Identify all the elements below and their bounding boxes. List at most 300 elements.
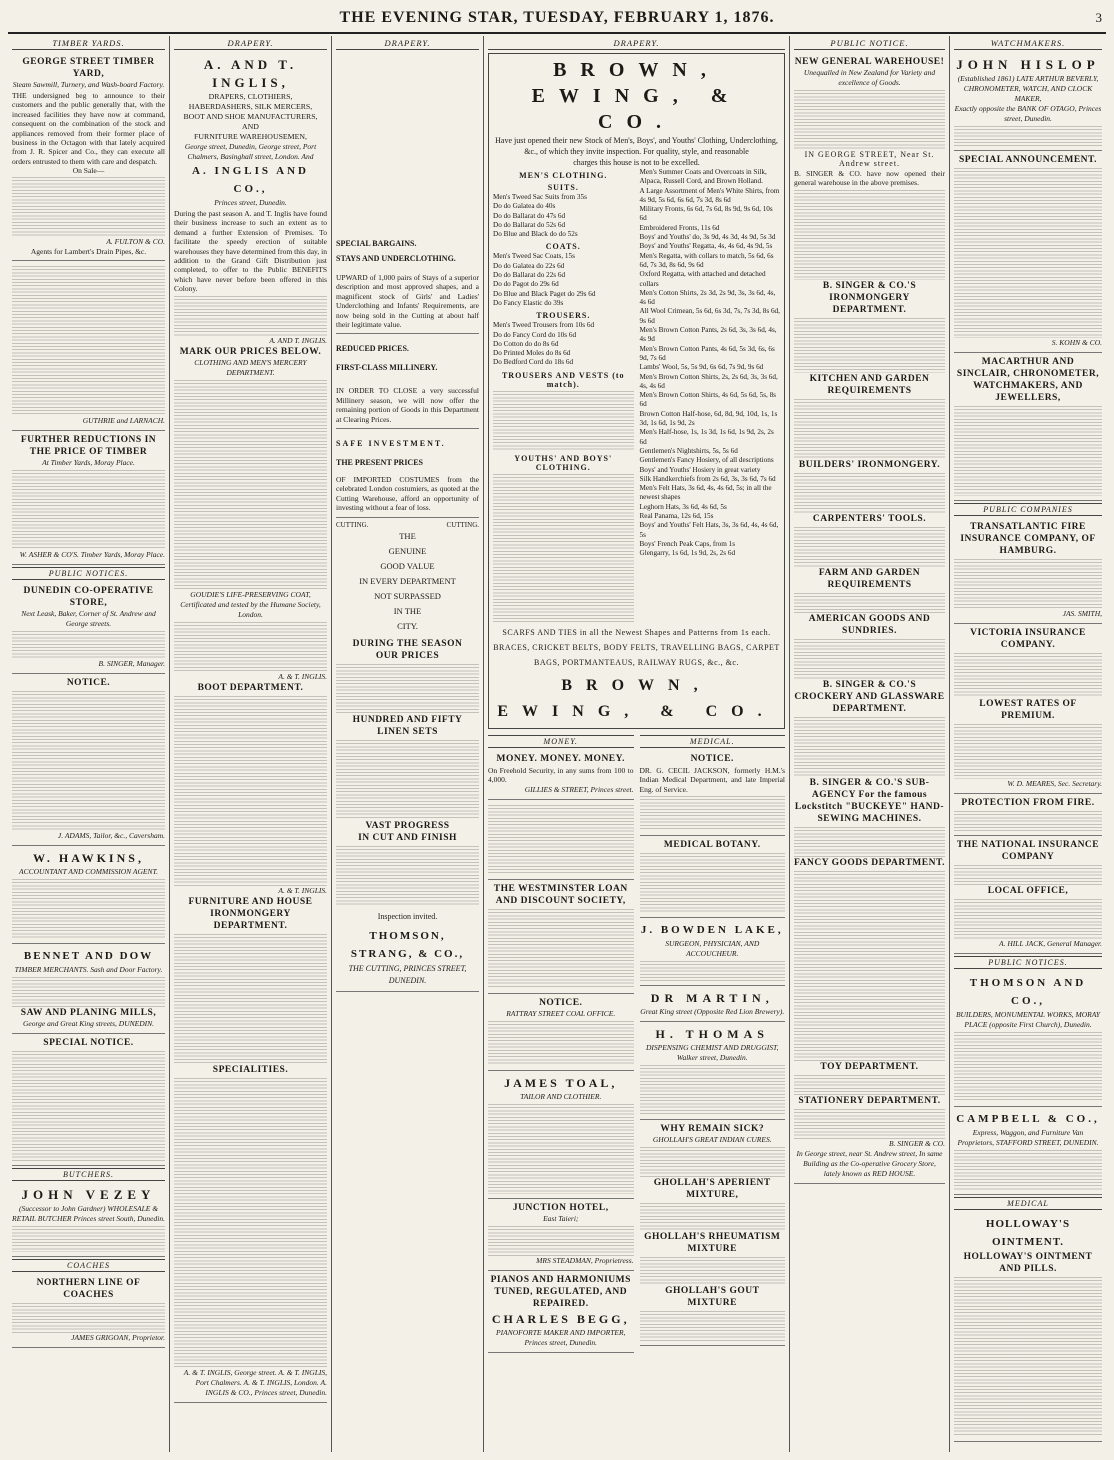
price-line: Men's Cotton Shirts, 2s 3d, 2s 9d, 3s, 3s 6d, 4s, 4s 6d [639, 288, 776, 307]
ad-scarfs-line: BAGS, PORTMANTEAUS, RAILWAY RUGS, &c., &c. [534, 657, 739, 667]
ad-title: FARM AND GARDEN REQUIREMENTS [818, 567, 921, 590]
text-block [794, 473, 945, 513]
ad-northern-coaches [12, 1274, 165, 1348]
ad-signature: GILLIES & STREET, Princes street. [524, 784, 634, 794]
text-block [174, 696, 327, 886]
text-block [954, 168, 1102, 338]
ad-big-title: JOHN HISLOP [956, 57, 1100, 72]
price-line: Boys' and Youths' Regatta, 4s, 4s 6d, 4s 9d, 5s [639, 242, 773, 251]
ad-subtitle: TAILOR AND CLOTHIER. [520, 1091, 602, 1101]
ad-title: AMERICAN GOODS AND SUNDRIES. [808, 613, 931, 636]
text-block [488, 1226, 634, 1256]
text-block [794, 639, 945, 679]
ad-title: MARK OUR PRICES BELOW. [179, 346, 322, 357]
price-line: Do Blue and Black do do 52s [493, 230, 578, 239]
ad-title: PIANOS AND HARMONIUMS TUNED, REGULATED, AND REPAIRED. [490, 1274, 631, 1309]
price-line: Men's Brown Cotton Shirts, 2s, 2s 6d, 3s, 3s 6d, 4s, 4s 6d [639, 372, 778, 390]
ad-title: DUNEDIN CO-OPERATIVE STORE, [23, 586, 154, 609]
firm-logo-text: BROWN, EWING, & CO. [531, 59, 742, 133]
notice-heading: SPECIAL BARGAINS. [336, 239, 417, 248]
column-watchmakers [950, 36, 1106, 1452]
ad-title: GHOLLAH'S GOUT MIXTURE [665, 1285, 760, 1308]
price-line: Men's Tweed Sac Suits from 35s [493, 193, 587, 201]
text-block [954, 126, 1102, 146]
ad-signature: A. & T. INGLIS. [278, 885, 327, 895]
text-block [488, 805, 634, 875]
ad-title: LOWEST RATES OF PREMIUM. [979, 699, 1077, 721]
text-block [954, 1150, 1102, 1190]
text-block [794, 1109, 945, 1139]
ad-body: OF IMPORTED COSTUMES from the celebrated London costumiers, as quoted at the Cutting Warehouse, afford an opportunity of investing without a fear of loss. [336, 475, 479, 513]
ad-signature: B. SINGER & CO. [888, 1138, 945, 1148]
ad-title: NEW GENERAL WAREHOUSE! [794, 57, 945, 67]
price-line: Lambs' Wool, 5s, 5s 9d, 6s 6d, 7s 9d, 9s 6d [639, 363, 764, 372]
ad-title: B. SINGER & CO.'S IRONMONGERY DEPARTMENT. [822, 280, 917, 315]
column-public-notice [790, 36, 950, 1452]
text-block [640, 1257, 786, 1285]
ad-title: B. SINGER & CO.'S CROCKERY AND GLASSWARE DEPARTMENT. [794, 679, 945, 714]
ad-signature: GUTHRIE and LARNACH. [82, 416, 165, 426]
notice-heading: HUNDRED AND FIFTY LINEN SETS [352, 714, 463, 737]
ad-subtitle: Steam Sawmill, Turnery, and Wash-board Factory. [12, 80, 165, 89]
text-block [12, 1226, 165, 1252]
section-heading: PUBLIC NOTICES. [12, 567, 165, 580]
ad-body: B. SINGER & CO. have now opened their general warehouse in the above premises. [794, 169, 945, 188]
ad-title: PROTECTION FROM FIRE. [961, 798, 1095, 808]
ad-money [488, 750, 634, 800]
notice-heading: Inspection invited. [377, 911, 438, 921]
ad-scarfs-line: SCARFS AND TIES in all the Newest Shapes and Patterns from 1s each. [502, 627, 771, 637]
price-line: Do Printed Moles do 8s 6d [493, 349, 571, 358]
money-column [488, 733, 634, 1353]
text-block [954, 811, 1102, 831]
price-heading: MEN'S CLOTHING. [519, 171, 608, 180]
price-line: Boys' and Youths' Hosiery in great variety [639, 465, 761, 474]
ad-title: SPECIAL NOTICE. [43, 1038, 134, 1049]
ad-title: TRANSATLANTIC FIRE INSURANCE COMPANY, OF HAMBURG. [960, 522, 1096, 556]
ad-big-title: HOLLOWAY'S OINTMENT. [985, 1218, 1071, 1248]
text-block [954, 1032, 1102, 1102]
cutting-line: GENUINE [388, 545, 427, 556]
text-block [174, 934, 327, 1064]
ad-title: HOLLOWAY'S OINTMENT AND PILLS. [963, 1252, 1093, 1274]
ad-title: JUNCTION HOTEL, [512, 1202, 609, 1213]
text-block [640, 796, 786, 831]
ad-big-title: DR MARTIN, [650, 990, 774, 1005]
column-timber-yards [8, 36, 170, 1452]
price-line: Boys' and Youths' Felt Hats, 3s, 3s 6d, 4s, 4s 6d, 5s [639, 521, 779, 539]
text-block [336, 664, 479, 714]
text-block [488, 1021, 634, 1066]
ad-title: NORTHERN LINE OF COACHES [36, 1278, 141, 1301]
price-list-left [493, 168, 634, 624]
ad-money-2 [488, 800, 634, 880]
page-number: 3 [1095, 10, 1102, 25]
ad-title: GEORGE STREET TIMBER YARD, [22, 57, 155, 79]
ad-title: NOTICE. [539, 997, 583, 1008]
ad-address: In George street, near St. Andrew street, In same Building as the Co-operative Grocery Store, lately known as RED HOUSE. [796, 1148, 943, 1178]
ad-title: CARPENTERS' TOOLS. [812, 513, 927, 524]
text-block [640, 1065, 786, 1115]
ad-tagline: charges this house is not to be excelled. [573, 158, 700, 167]
price-line: Men's Tweed Trousers from 10s 6d [493, 321, 595, 330]
ad-dr-jackson [640, 750, 786, 836]
price-line: Brown Cotton Half-hose, 6d, 8d, 9d, 10d, 1s, 1s 3d, 1s 6d, 1s 9d, 2s [639, 409, 778, 428]
firm-name: THOMSON, STRANG, & CO., [350, 929, 465, 960]
price-line: Military Fronts, 6s 6d, 7s 6d, 8s 9d, 9s 6d, 10s 6d [639, 205, 773, 223]
firm-address: THE CUTTING, PRINCES STREET, DUNEDIN. [348, 963, 467, 985]
text-block [640, 853, 786, 913]
ad-subtitle: At Timber Yards, Moray Place. [42, 458, 135, 468]
ad-westminster-loan [488, 880, 634, 994]
text-block [954, 653, 1102, 698]
ad-subtitle: Certificated and tested by the Humane Society, London. [180, 599, 321, 619]
ad-subtitle: Princes street, Dunedin. [214, 198, 287, 207]
ad-notice-adams [12, 674, 165, 846]
text-block [12, 977, 165, 1007]
price-line: All Wool Crimean, 5s 6d, 6s 3d, 7s, 7s 3d, 8s 6d, 9s 6d [639, 307, 780, 325]
ad-big-title: J. BOWDEN LAKE, [640, 923, 784, 936]
ad-cooperative-store [12, 582, 165, 674]
notice-heading: REDUCED PRICES. [336, 344, 409, 354]
price-line: Do do Ballarat do 22s 6d [493, 271, 566, 280]
ad-cutting-genuine [336, 518, 479, 992]
ad-title: NOTICE. [66, 678, 111, 689]
text-block [954, 559, 1102, 609]
ad-subtitle: SURGEON, PHYSICIAN, AND ACCOUCHEUR. [665, 938, 760, 958]
column-heading: PUBLIC NOTICE. [794, 36, 945, 50]
text-block [640, 961, 786, 981]
ad-subtitle: TIMBER MERCHANTS. Sash and Door Factory. [14, 965, 163, 975]
cutting-labels [336, 521, 479, 529]
ad-junction-hotel [488, 1199, 634, 1271]
ad-line: BOOT AND SHOE MANUFACTURERS, [183, 112, 318, 121]
ad-title: GHOLLAH'S RHEUMATISM MIXTURE [644, 1231, 781, 1254]
ad-body: THE undersigned beg to announce to their customers and the public generally that, with the increased facilities they have now at command, consequent on the combination of the stock and appliances removed from their former place of business in the Octagon with that lately acquired from J. R. Spicer and Co., they can execute all orders entrusted to them with care and despatch. [12, 91, 165, 166]
text-block [794, 318, 945, 373]
price-line: Men's Regatta, with collars to match, 5s 6d, 6s 6d, 7s 3d, 8s 6d, 9s 6d [639, 251, 774, 269]
ad-address: Exactly opposite the BANK OF OTAGO, Princes street, Dunedin. [954, 104, 1102, 123]
text-block [174, 622, 327, 672]
price-line: Leghorn Hats, 3s 6d, 4s 6d, 5s [639, 502, 727, 511]
ad-macarthur-sinclair [954, 353, 1102, 501]
price-line: Do do Galatea do 22s 6d [493, 261, 565, 270]
ad-line: DRAPERS, CLOTHIERS, [208, 92, 293, 101]
text-block [954, 1277, 1102, 1437]
column-drapery-inglis [170, 36, 332, 1452]
ad-signature: JAMES GRIGOAN, Proprietor. [71, 1333, 165, 1343]
ad-subtitle: GHOLLAH'S GREAT INDIAN CURES. [652, 1134, 772, 1144]
ad-further-reductions [12, 431, 165, 565]
medical-column [640, 733, 786, 1353]
ad-special-notice [12, 1034, 165, 1166]
price-heading: COATS. [545, 242, 581, 252]
text-block [12, 631, 165, 659]
ad-signature: W. ASHER & CO'S. Timber Yards, Moray Place. [19, 550, 165, 560]
ad-address: George street, Dunedin, George street, Port Chalmers, Basinghall street, London. And [184, 142, 317, 161]
ad-protection-fire [954, 794, 1102, 836]
ad-victoria-insurance [954, 624, 1102, 794]
ad-body: IN ORDER TO CLOSE a very successful Millinery season, we will now offer the remaining portion of Goods in this Department at Clearing Prices. [336, 386, 479, 424]
ad-signature: B. SINGER, Manager. [98, 659, 165, 669]
ad-big-title: JAMES TOAL, [504, 1075, 618, 1090]
cutting-right-label: CUTTING. [446, 520, 479, 529]
ad-big-title: W. HAWKINS, [33, 851, 144, 866]
text-block [12, 470, 165, 550]
cutting-left-label: CUTTING. [336, 520, 369, 529]
ad-big-title: H. THOMAS [655, 1026, 769, 1041]
price-line: Do do Pagot do 29s 6d [493, 280, 559, 289]
ad-big-title: CHARLES BEGG, [491, 1311, 630, 1326]
ad-title: LOCAL OFFICE, [987, 886, 1069, 896]
ad-title: KITCHEN AND GARDEN REQUIREMENTS [809, 373, 930, 396]
ad-body: On Freehold Security, in any sums from 100 to 4,000. [488, 765, 634, 785]
masthead [8, 4, 1106, 34]
price-line: Do do Fancy Cord do 10s 6d [493, 330, 577, 339]
ad-big-title: A. AND T. INGLIS, [203, 57, 298, 90]
text-block [12, 879, 165, 939]
ad-h-thomas [640, 1022, 786, 1120]
ad-subtitle: (Successor to John Gardner) WHOLESALE & RETAIL BUTCHER Princes street South, Dunedin. [12, 1204, 165, 1224]
section-heading: BUTCHERS. [12, 1168, 165, 1181]
price-line: Men's Summer Coats and Overcoats in Silk, Alpaca, Russell Cord, and Brown Holland. [639, 168, 767, 186]
cutting-line: GOOD VALUE [380, 560, 435, 571]
ad-subtitle: GOUDIE'S LIFE-PRESERVING COAT, [190, 589, 311, 599]
price-line: Men's Tweed Sac Coats, 15s [493, 252, 575, 261]
ad-signature: A. HILL JACK, General Manager. [999, 939, 1102, 948]
notice-heading: VAST PROGRESS [365, 820, 450, 831]
section-heading: PUBLIC COMPANIES [954, 503, 1102, 516]
ad-signature: J. ADAMS, Tailor, &c., Caversham. [57, 831, 165, 841]
ad-subtitle: ACCOUNTANT AND COMMISSION AGENT. [19, 867, 158, 877]
price-heading: SUITS. [547, 183, 579, 192]
ad-note: Agents for Lambert's Drain Pipes, &c. [30, 247, 147, 257]
text-block [794, 399, 945, 459]
ad-big-title: JOHN VEZEY [21, 1187, 156, 1203]
text-block [954, 406, 1102, 496]
ad-james-toal [488, 1071, 634, 1199]
ad-address: IN GEORGE STREET, Near St. Andrew street. [804, 150, 935, 168]
price-line: Boys' French Peak Caps, from 1s [639, 539, 736, 548]
price-heading: YOUTHS' AND BOYS' CLOTHING. [514, 453, 613, 472]
text-block [794, 827, 945, 857]
price-line: Do do Ballarat do 47s 6d [493, 211, 566, 220]
ad-onsale: On Sale— [72, 166, 105, 176]
ad-big-title: A. INGLIS AND CO., [192, 165, 309, 195]
ad-scarfs-line: BRACES, CRICKET BELTS, BODY FELTS, TRAVELLING BAGS, CARPET [493, 642, 780, 652]
ad-title: B. SINGER & CO.'S SUB-AGENCY For the famous Lockstitch "BUCKEYE" HAND-SEWING MACHINES. [794, 777, 945, 824]
ad-signature: A. AND T. INGLIS. [269, 335, 327, 345]
price-line: Men's Half-hose, 1s, 1s 3d, 1s 6d, 1s 9d, 2s, 2s 6d [639, 428, 774, 446]
ad-s-kohn [954, 151, 1102, 353]
ad-subtitle: Unequalled in New Zealand for Variety and excellence of Goods. [803, 68, 936, 87]
ad-title: THE NATIONAL INSURANCE COMPANY [956, 840, 1100, 862]
text-block [336, 740, 479, 820]
ad-transatlantic [954, 518, 1102, 624]
ad-signature: MRS STEADMAN, Proprietress. [536, 1255, 634, 1265]
column-heading: DRAPERY. [336, 36, 479, 50]
ad-subtitle: RATTRAY STREET COAL OFFICE. [506, 1008, 616, 1018]
ad-signature: S. KOHN & CO. [1051, 338, 1102, 347]
text-block [794, 90, 945, 150]
cutting-line: IN THE [393, 605, 422, 616]
text-block [794, 527, 945, 567]
price-line: Men's Brown Cotton Pants, 2s 6d, 3s, 3s 6d, 4s, 4s 9d [639, 326, 777, 344]
ad-inglis [174, 53, 327, 1403]
text-block [174, 380, 327, 590]
ad-title: BUILDERS' IRONMONGERY. [798, 459, 941, 470]
ad-body: DR. G. CECIL JACKSON, formerly H.M.'s Indian Medical Department, and late Imperial Eng. of Service. [639, 765, 785, 794]
ad-thomson-builders [954, 971, 1102, 1107]
text-block [12, 691, 165, 831]
section-heading: MONEY. [488, 735, 634, 748]
price-line: Gentlemen's Fancy Hosiery, of all descriptions [639, 456, 774, 465]
ad-guthrie-larnach [12, 261, 165, 431]
firm-logo-text: BROWN, EWING, & CO. [497, 676, 776, 720]
price-line: Do do Galatea do 40s [493, 202, 556, 211]
text-block [954, 724, 1102, 779]
ad-subtitle: PIANOFORTE MAKER AND IMPORTER, Princes street, Dunedin. [496, 1327, 626, 1347]
ad-line: HABERDASHERS, SILK MERCERS, [188, 102, 313, 111]
ad-big-title: THOMSON AND CO., [969, 977, 1087, 1007]
ad-title: MONEY. MONEY. MONEY. [496, 753, 625, 764]
cutting-line: IN EVERY DEPARTMENT [359, 575, 456, 586]
column-heading: WATCHMAKERS. [954, 36, 1102, 50]
notice-heading: FIRST-CLASS MILLINERY. [336, 363, 438, 373]
ad-title: BOOT DEPARTMENT. [197, 682, 304, 693]
price-line: Men's Felt Hats, 3s 6d, 4s, 4s 6d, 5s; in all the newest shapes [639, 484, 772, 502]
notice-heading: IN CUT AND FINISH [358, 832, 457, 843]
ad-subtitle: DISPENSING CHEMIST AND DRUGGIST, Walker street, Dunedin. [646, 1042, 779, 1062]
ad-title: FURNITURE AND HOUSE IRONMONGERY DEPARTMENT. [188, 896, 313, 931]
text-block [488, 909, 634, 989]
ad-begg [488, 1271, 634, 1353]
newspaper-title: THE EVENING STAR, TUESDAY, FEBRUARY 1, 1876. [339, 9, 775, 26]
ad-signature: JAS. SMITH, [1062, 609, 1102, 618]
ad-signature: A. & T. INGLIS, George street. A. & T. INGLIS, Port Chalmers. A. & T. INGLIS, London. A. INGLIS & CO., Princes street, Dunedin. [183, 1367, 327, 1397]
text-block [794, 1075, 945, 1095]
ad-brown-ewing [488, 53, 785, 729]
text-block [794, 190, 945, 280]
ad-coal-office [488, 994, 634, 1071]
price-line: Gentlemen's Nightshirts, 5s, 5s 6d [639, 446, 738, 455]
ad-big-title: CAMPBELL & CO., [956, 1113, 1100, 1125]
text-block [174, 1078, 327, 1368]
ad-subtitle: Great King street (Opposite Red Lion Brewery). [640, 1006, 785, 1016]
cutting-line: NOT SURPASSED [374, 590, 441, 601]
ad-hawkins [12, 846, 165, 944]
price-line: Men's Brown Cotton Shirts, 4s 6d, 5s 6d, 5s, 8s 6d [639, 391, 776, 409]
ad-tagline: &c., of which they invite inspection. For quality, style, and reasonable [524, 147, 749, 156]
ad-title: SPECIALITIES. [212, 1064, 289, 1075]
text-block [493, 391, 634, 451]
text-block [493, 474, 634, 624]
text-block [12, 177, 165, 237]
ad-title: WHY REMAIN SICK? [660, 1123, 765, 1134]
ad-big-title: BENNET AND DOW [23, 950, 154, 963]
ad-medical-botany [640, 836, 786, 918]
text-block [336, 846, 479, 906]
text-block [12, 1303, 165, 1333]
ad-title: STATIONERY DEPARTMENT. [798, 1095, 941, 1106]
ad-holloway [954, 1212, 1102, 1442]
column-drapery-cutting [332, 36, 484, 1452]
ad-national-insurance [954, 836, 1102, 954]
ad-title: TOY DEPARTMENT. [820, 1061, 919, 1072]
ad-title: FANCY GOODS DEPARTMENT. [794, 857, 945, 868]
price-line: Do Bedford Cord do 18s 6d [493, 358, 574, 367]
price-list-right [640, 168, 781, 624]
cutting-line: CITY. [397, 620, 418, 631]
ad-subtitle: Express, Waggon, and Furniture Van Proprietors, STAFFORD STREET, DUNEDIN. [957, 1128, 1099, 1147]
column-heading: DRAPERY. [488, 36, 785, 50]
notice-heading: THE PRESENT PRICES [336, 458, 423, 468]
text-block [174, 296, 327, 336]
ad-body: UPWARD of 1,000 pairs of Stays of a superior description and most approved shapes, and a magnificent stock of Girls' and Ladies' Underclothing and Infants' Requirements, are now being sold in the Cutting at about half their legitimate value. [336, 273, 479, 330]
ad-signature: A. & T. INGLIS. [278, 671, 327, 681]
ad-subtitle: CLOTHING AND MEN'S MERCERY DEPARTMENT. [194, 357, 307, 377]
ad-title: MEDICAL BOTANY. [663, 839, 761, 850]
price-line: Glengarry, 1s 6d, 1s 9d, 2s, 2s 6d [639, 549, 736, 558]
section-heading: COACHES [12, 1259, 165, 1272]
column-heading: DRAPERY. [174, 36, 327, 50]
ad-line: AND [242, 122, 259, 131]
price-line: Silk Handkerchiefs from 2s 6d, 3s, 3s 6d, 7s 6d [639, 474, 776, 483]
ad-gholla [640, 1120, 786, 1346]
text-block [12, 266, 165, 416]
ad-subtitle: George and Great King streets, DUNEDIN. [22, 1019, 155, 1029]
ad-title: SPECIAL ANNOUNCEMENT. [958, 155, 1098, 165]
ad-campbell [954, 1107, 1102, 1195]
ad-title: MACARTHUR AND SINCLAIR, CHRONOMETER, WATCHMAKERS, AND JEWELLERS, [956, 357, 1100, 403]
section-heading: MEDICAL. [640, 735, 786, 748]
price-line: Do Cotton do do 8s 6d [493, 339, 559, 348]
notice-heading: OUR PRICES [375, 650, 440, 661]
price-line: Boys' and Youths' do, 3s 9d, 4s 3d, 4s 9d, 5s 3d [639, 233, 776, 242]
ad-signature: W. D. MEARES, Sec. Secretary. [1007, 779, 1102, 788]
price-line: Do Blue and Black Paget do 29s 6d [493, 289, 596, 298]
text-block [640, 1147, 786, 1177]
price-line: Do Fancy Elastic do 39s [493, 298, 564, 307]
text-block [12, 1051, 165, 1161]
text-block [954, 865, 1102, 885]
ad-title: FURTHER REDUCTIONS IN THE PRICE OF TIMBER [20, 435, 157, 458]
ad-george-street-timber-yard [12, 53, 165, 261]
price-list [493, 168, 780, 624]
ad-title: THE WESTMINSTER LOAN AND DISCOUNT SOCIETY, [493, 883, 628, 906]
ad-subtitle: Next Leask, Baker, Corner of St. Andrew and George streets. [21, 609, 156, 629]
text-block [794, 593, 945, 613]
ad-title: GHOLLAH'S APERIENT MIXTURE, [653, 1177, 771, 1200]
text-block [488, 1104, 634, 1194]
text-block [794, 717, 945, 777]
text-block [640, 1203, 786, 1231]
text-block [794, 871, 945, 1061]
notice-heading: DURING THE SEASON [352, 638, 463, 649]
notice-heading: SAFE INVESTMENT. [336, 439, 446, 449]
ad-dr-martin [640, 986, 786, 1022]
ad-signature: A. FULTON & CO. [106, 237, 165, 247]
ad-subtitle: BUILDERS, MONUMENTAL WORKS, MORAY PLACE (opposite First Church), Dunedin. [955, 1010, 1101, 1029]
money-medical-columns [488, 733, 785, 1353]
price-heading: TROUSERS AND VESTS (to match). [501, 370, 625, 389]
column-heading: TIMBER YARDS. [12, 36, 165, 50]
section-heading: MEDICAL [954, 1197, 1102, 1210]
ad-tagline: Have just opened their new Stock of Men's, Boys', and Youths' Clothing, Underclothing, [495, 136, 778, 145]
notice-heading: STAYS AND UNDERCLOTHING. [336, 254, 456, 263]
section-heading: PUBLIC NOTICES. [954, 956, 1102, 969]
column-brown-ewing [484, 36, 790, 1452]
